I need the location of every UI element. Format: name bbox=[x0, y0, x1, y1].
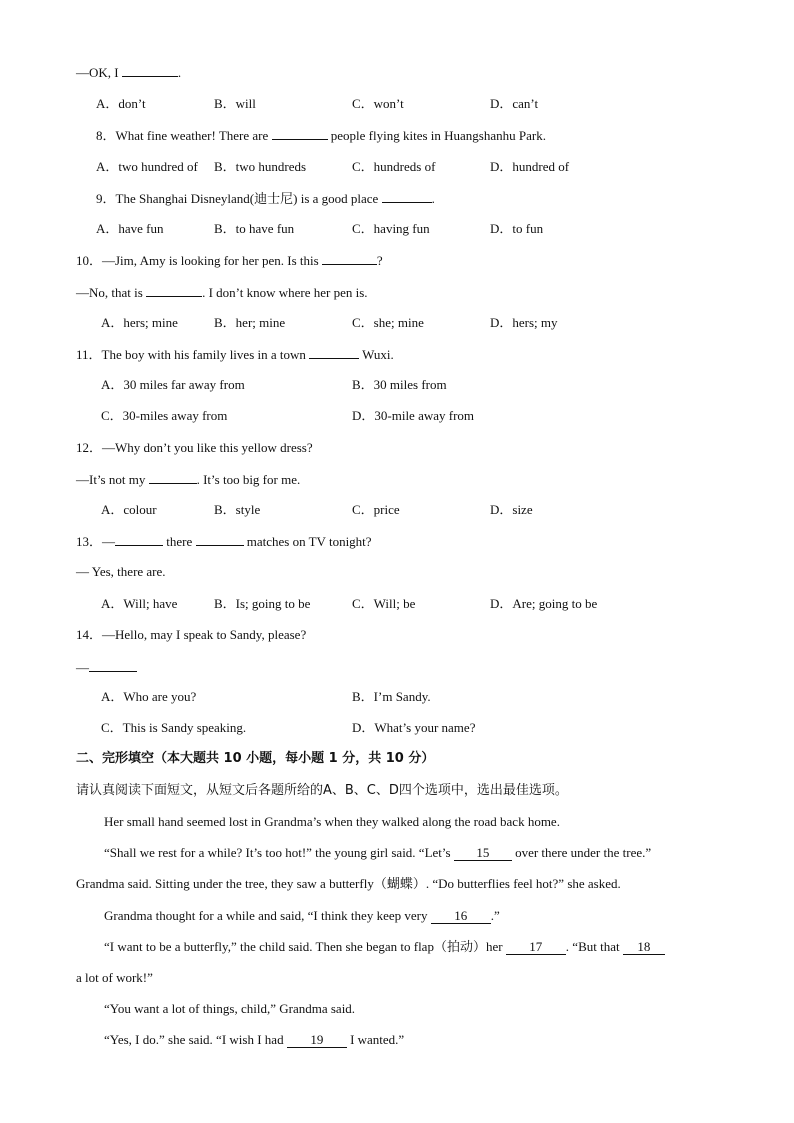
q7-option-c[interactable]: C．won’t bbox=[352, 96, 404, 111]
q11-blank[interactable] bbox=[309, 346, 359, 359]
q14-option-a[interactable]: A．Who are you? bbox=[101, 689, 197, 704]
q9-option-b[interactable]: B．to have fun bbox=[214, 221, 295, 236]
cloze-blank-17[interactable]: 17 bbox=[506, 940, 566, 955]
passage-paragraph-5: “You want a lot of things, child,” Grandma said. bbox=[104, 1001, 356, 1016]
q13-line2: — Yes, there are. bbox=[76, 564, 166, 579]
q8-option-c[interactable]: C．hundreds of bbox=[352, 159, 436, 174]
q11-option-a[interactable]: A．30 miles far away from bbox=[101, 377, 245, 392]
q13-option-a[interactable]: A．Will; have bbox=[101, 596, 178, 611]
q11-stem: 11．The boy with his family lives in a town Wuxi. bbox=[76, 347, 394, 362]
q10-option-c[interactable]: C．she; mine bbox=[352, 315, 424, 330]
q8-stem: 8．What fine weather! There are people flying kites in Huangshanhu Park. bbox=[96, 128, 546, 143]
q10-option-b[interactable]: B．her; mine bbox=[214, 315, 286, 330]
q9-blank[interactable] bbox=[382, 190, 432, 203]
q14-option-c[interactable]: C．This is Sandy speaking. bbox=[101, 720, 247, 735]
q12-line1: 12．—Why don’t you like this yellow dress? bbox=[76, 440, 313, 455]
passage-paragraph-4-cont: a lot of work!” bbox=[76, 970, 153, 985]
q13-blank-1[interactable] bbox=[115, 533, 163, 546]
cloze-blank-16[interactable]: 16 bbox=[431, 909, 491, 924]
passage-paragraph-1: Her small hand seemed lost in Grandma’s when they walked along the road back home. bbox=[104, 814, 560, 829]
q8-option-a[interactable]: A．two hundred of bbox=[96, 159, 198, 174]
q13-blank-2[interactable] bbox=[196, 533, 244, 546]
cloze-blank-19[interactable]: 19 bbox=[287, 1033, 347, 1048]
q9-option-a[interactable]: A．have fun bbox=[96, 221, 164, 236]
passage-paragraph-3: Grandma thought for a while and said, “I think they keep very 16 .” bbox=[104, 908, 500, 923]
q10-blank-2[interactable] bbox=[146, 284, 202, 297]
q9-option-d[interactable]: D．to fun bbox=[490, 221, 544, 236]
q7-line2: —OK, I . bbox=[76, 65, 182, 80]
q14-blank[interactable] bbox=[89, 659, 137, 672]
passage-paragraph-6: “Yes, I do.” she said. “I wish I had 19 I wanted.” bbox=[104, 1032, 405, 1047]
q8-option-b[interactable]: B．two hundreds bbox=[214, 159, 307, 174]
q10-option-a[interactable]: A．hers; mine bbox=[101, 315, 178, 330]
q11-option-d[interactable]: D．30-mile away from bbox=[352, 408, 475, 423]
section-instruction: 请认真阅读下面短文，从短文后各题所给的A、B、C、D四个选项中，选出最佳选项。 bbox=[76, 783, 568, 798]
q10-option-d[interactable]: D．hers; my bbox=[490, 315, 558, 330]
cloze-blank-18[interactable]: 18 bbox=[623, 940, 665, 955]
q12-blank[interactable] bbox=[149, 471, 197, 484]
q7-option-d[interactable]: D．can’t bbox=[490, 96, 539, 111]
q7-option-a[interactable]: A．don’t bbox=[96, 96, 146, 111]
q12-option-b[interactable]: B．style bbox=[214, 502, 261, 517]
q11-option-c[interactable]: C．30-miles away from bbox=[101, 408, 228, 423]
q8-blank[interactable] bbox=[272, 127, 328, 140]
q13-line1: 13．— there matches on TV tonight? bbox=[76, 534, 372, 549]
q14-option-d[interactable]: D．What’s your name? bbox=[352, 720, 476, 735]
q10-blank-1[interactable] bbox=[322, 252, 377, 265]
passage-paragraph-2: “Shall we rest for a while? It’s too hot!” the young girl said. “Let’s 15 over there under the tree.” bbox=[104, 845, 652, 860]
q13-option-b[interactable]: B．Is; going to be bbox=[214, 596, 311, 611]
q14-option-b[interactable]: B．I’m Sandy. bbox=[352, 689, 431, 704]
q12-line2: —It’s not my . It’s too big for me. bbox=[76, 472, 301, 487]
q7-option-b[interactable]: B．will bbox=[214, 96, 256, 111]
q13-option-c[interactable]: C．Will; be bbox=[352, 596, 416, 611]
q14-line2: — bbox=[76, 659, 137, 676]
q8-option-d[interactable]: D．hundred of bbox=[490, 159, 570, 174]
passage-paragraph-4: “I want to be a butterfly,” the child said. Then she began to flap（拍动）her 17 . “But that 18 bbox=[104, 939, 665, 955]
q9-option-c[interactable]: C．having fun bbox=[352, 221, 430, 236]
cloze-blank-15[interactable]: 15 bbox=[454, 846, 512, 861]
q10-line1: 10．—Jim, Amy is looking for her pen. Is this ? bbox=[76, 253, 383, 268]
q11-option-b[interactable]: B．30 miles from bbox=[352, 377, 447, 392]
section-heading: 二、完形填空（本大题共 10 小题，每小题 1 分，共 10 分） bbox=[76, 751, 435, 766]
q10-line2: —No, that is . I don’t know where her pen is. bbox=[76, 285, 368, 300]
q7-blank[interactable] bbox=[122, 64, 178, 77]
q9-stem: 9．The Shanghai Disneyland(迪士尼) is a good place . bbox=[96, 191, 435, 206]
q12-option-a[interactable]: A．colour bbox=[101, 502, 157, 517]
q13-option-d[interactable]: D．Are; going to be bbox=[490, 596, 598, 611]
q12-option-d[interactable]: D．size bbox=[490, 502, 533, 517]
q14-line1: 14．—Hello, may I speak to Sandy, please? bbox=[76, 627, 307, 642]
passage-paragraph-2-cont: Grandma said. Sitting under the tree, they saw a butterfly（蝴蝶）. “Do butterflies feel hot?” she asked. bbox=[76, 876, 621, 891]
q12-option-c[interactable]: C．price bbox=[352, 502, 400, 517]
